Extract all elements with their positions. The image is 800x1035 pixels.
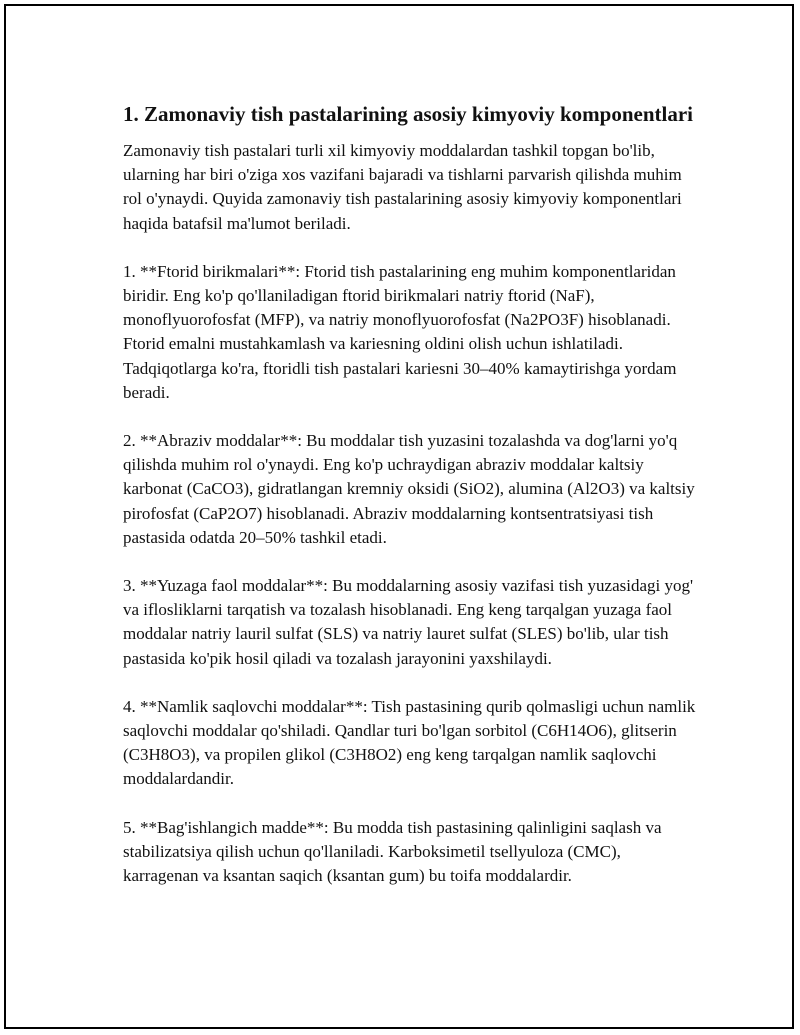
document-title: 1. Zamonaviy tish pastalarining asosiy kimyoviy komponentlari [123, 102, 694, 126]
paragraph-abrasive: 2. **Abraziv moddalar**: Bu moddalar tish yuzasini tozalashda va dog'larni yo'q qilishda muhim rol o'ynaydi. Eng ko'p uchraydigan abraziv moddalar kaltsiy karbonat (CaCO3), gidratlangan kremniy oksidi (SiO2), alumina (Al2O3) va kaltsiy pirofosfat (CaP2O7) hisoblanadi. Abraziv moddalarning kontsentratsiyasi tish pastasida odatda 20–50% tashkil etadi. [123, 431, 695, 547]
intro-paragraph: Zamonaviy tish pastalari turli xil kimyoviy moddalardan tashkil topgan bo'lib, ularning har biri o'ziga xos vazifani bajaradi va tishlarni parvarish qilishda muhim rol o'ynaydi. Quyida zamonaviy tish pastalarining asosiy kimyoviy komponentlari haqida batafsil ma'lumot beriladi. [123, 141, 682, 233]
page-frame [4, 4, 794, 1029]
paragraph-surfactants: 3. **Yuzaga faol moddalar**: Bu moddalarning asosiy vazifasi tish yuzasidagi yog' va iflosliklarni tarqatish va tozalash hisoblanadi. Eng keng tarqalgan yuzaga faol moddalar natriy lauril sulfat (SLS) va natriy lauret sulfat (SLES) bo'lib, ular tish pastasida ko'pik hosil qiladi va tozalash jarayonini yaxshilaydi. [123, 576, 694, 668]
document-content [123, 100, 698, 912]
paragraph-humectants: 4. **Namlik saqlovchi moddalar**: Tish pastasining qurib qolmasligi uchun namlik saqlovchi moddalar qo'shiladi. Qandlar turi bo'lgan sorbitol (C6H14O6), glitserin (C3H8O3), va propilen glikol (C3H8O2) eng keng tarqalgan namlik saqlovchi moddalardandir. [123, 696, 696, 789]
paragraph-binders: 5. **Bag'ishlangich madde**: Bu modda tish pastasining qalinligini saqlash va stabilizatsiya qilish uchun qo'llaniladi. Karboksimetil tsellyuloza (CMC), karragenan va ksantan saqich (ksantan gum) bu toifa moddalardir. [123, 817, 662, 886]
paragraph-fluoride: 1. **Ftorid birikmalari**: Ftorid tish pastalarining eng muhim komponentlaridan biridir. Eng ko'p qo'llaniladigan ftorid birikmalari natriy ftorid (NaF), monoflyuorofosfat (MFP), va natriy monoflyuorofosfat (Na2PO3F) hisoblanadi. Ftorid emalni mustahkamlash va kariesning oldini olish uchun ishlatiladi. Tadqiqotlarga ko'ra, ftoridli tish pastalari kariesni 30–40% kamaytirishga yordam beradi. [123, 261, 677, 402]
